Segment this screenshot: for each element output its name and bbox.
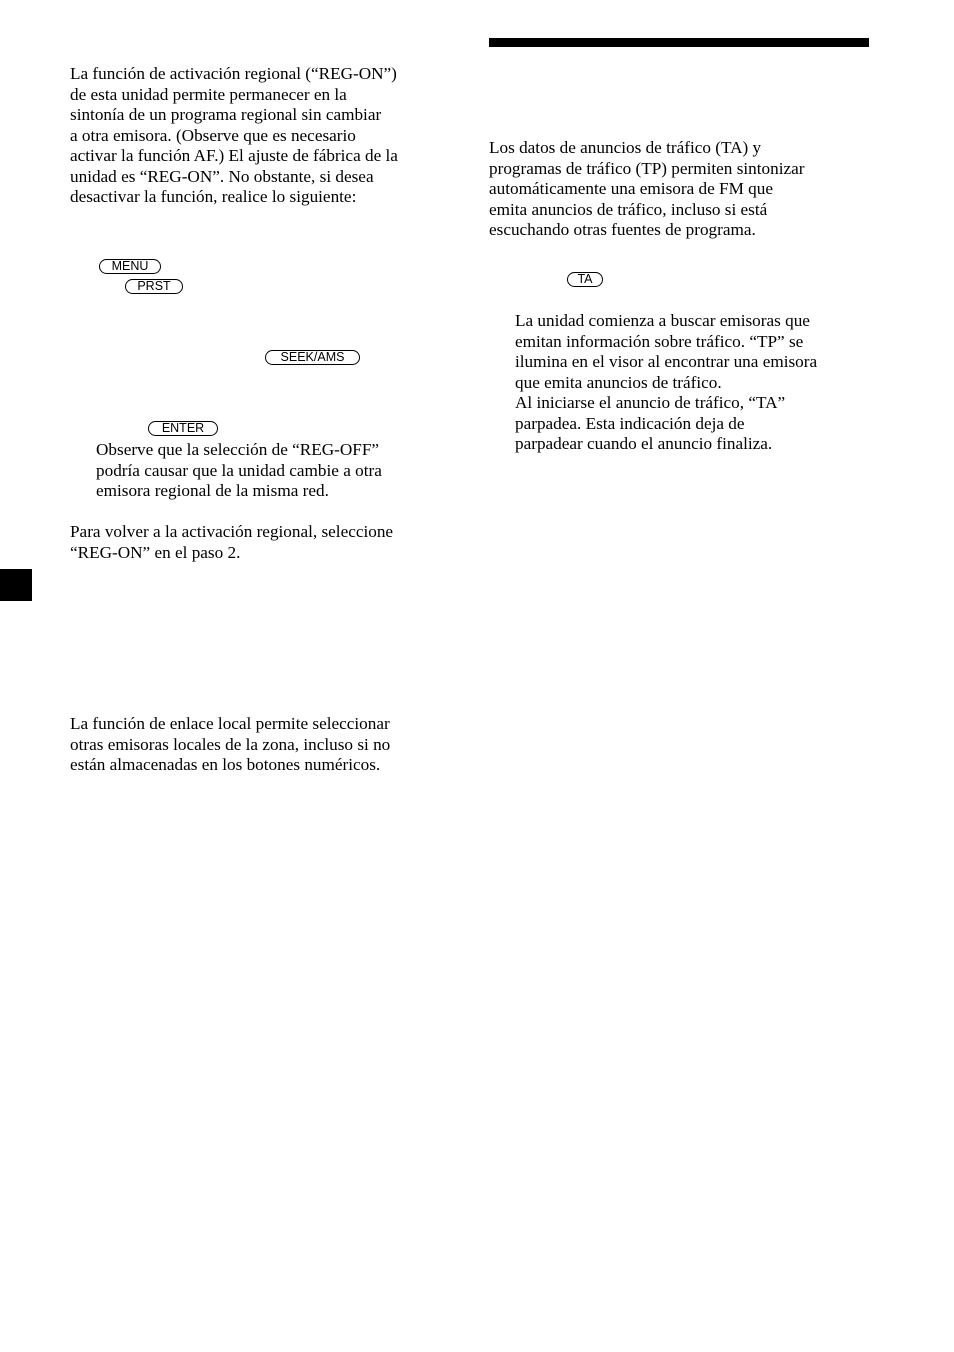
ta-step-paragraph: La unidad comienza a buscar emisoras que emitan información sobre tráfico. “TP” se ilumina en el visor al encontrar una emisora que emita anuncios de tráfico. Al iniciarse el anuncio de tráfico, “TA” parpadea. Esta indicación deja de parpadear cuando el anuncio finaliza. xyxy=(515,311,818,453)
step3-note-paragraph: Observe que la selección de “REG-OFF” podría causar que la unidad cambie a otra emisora regional de la misma red. xyxy=(96,440,382,500)
prst-button-label: PRST xyxy=(125,279,183,294)
traffic-intro-paragraph: Los datos de anuncios de tráfico (TA) y programas de tráfico (TP) permiten sintonizar automáticamente una emisora de FM que emita anuncios de tráfico, incluso si está escuchando otras fuentes de programa. xyxy=(489,138,805,239)
return-note-paragraph: Para volver a la activación regional, seleccione “REG-ON” en el paso 2. xyxy=(70,522,394,562)
seek-ams-button-label: SEEK/AMS xyxy=(265,350,360,365)
ta-button-label: TA xyxy=(567,272,603,287)
enter-button-label: ENTER xyxy=(148,421,218,436)
section-header-rule xyxy=(489,38,869,47)
local-link-intro-paragraph: La función de enlace local permite seleccionar otras emisoras locales de la zona, incluso si no están almacenadas en los botones numéricos. xyxy=(70,714,391,774)
page-edge-tab xyxy=(0,569,32,601)
regional-intro-paragraph: La función de activación regional (“REG-ON”) de esta unidad permite permanecer en la sintonía de un programa regional sin cambiar a otra emisora. (Observe que es necesario activar la función AF.) El ajuste de fábrica de la unidad es “REG-ON”. No obstante, si desea desactivar la función, realice lo siguiente: xyxy=(70,64,398,206)
menu-button-label: MENU xyxy=(99,259,161,274)
